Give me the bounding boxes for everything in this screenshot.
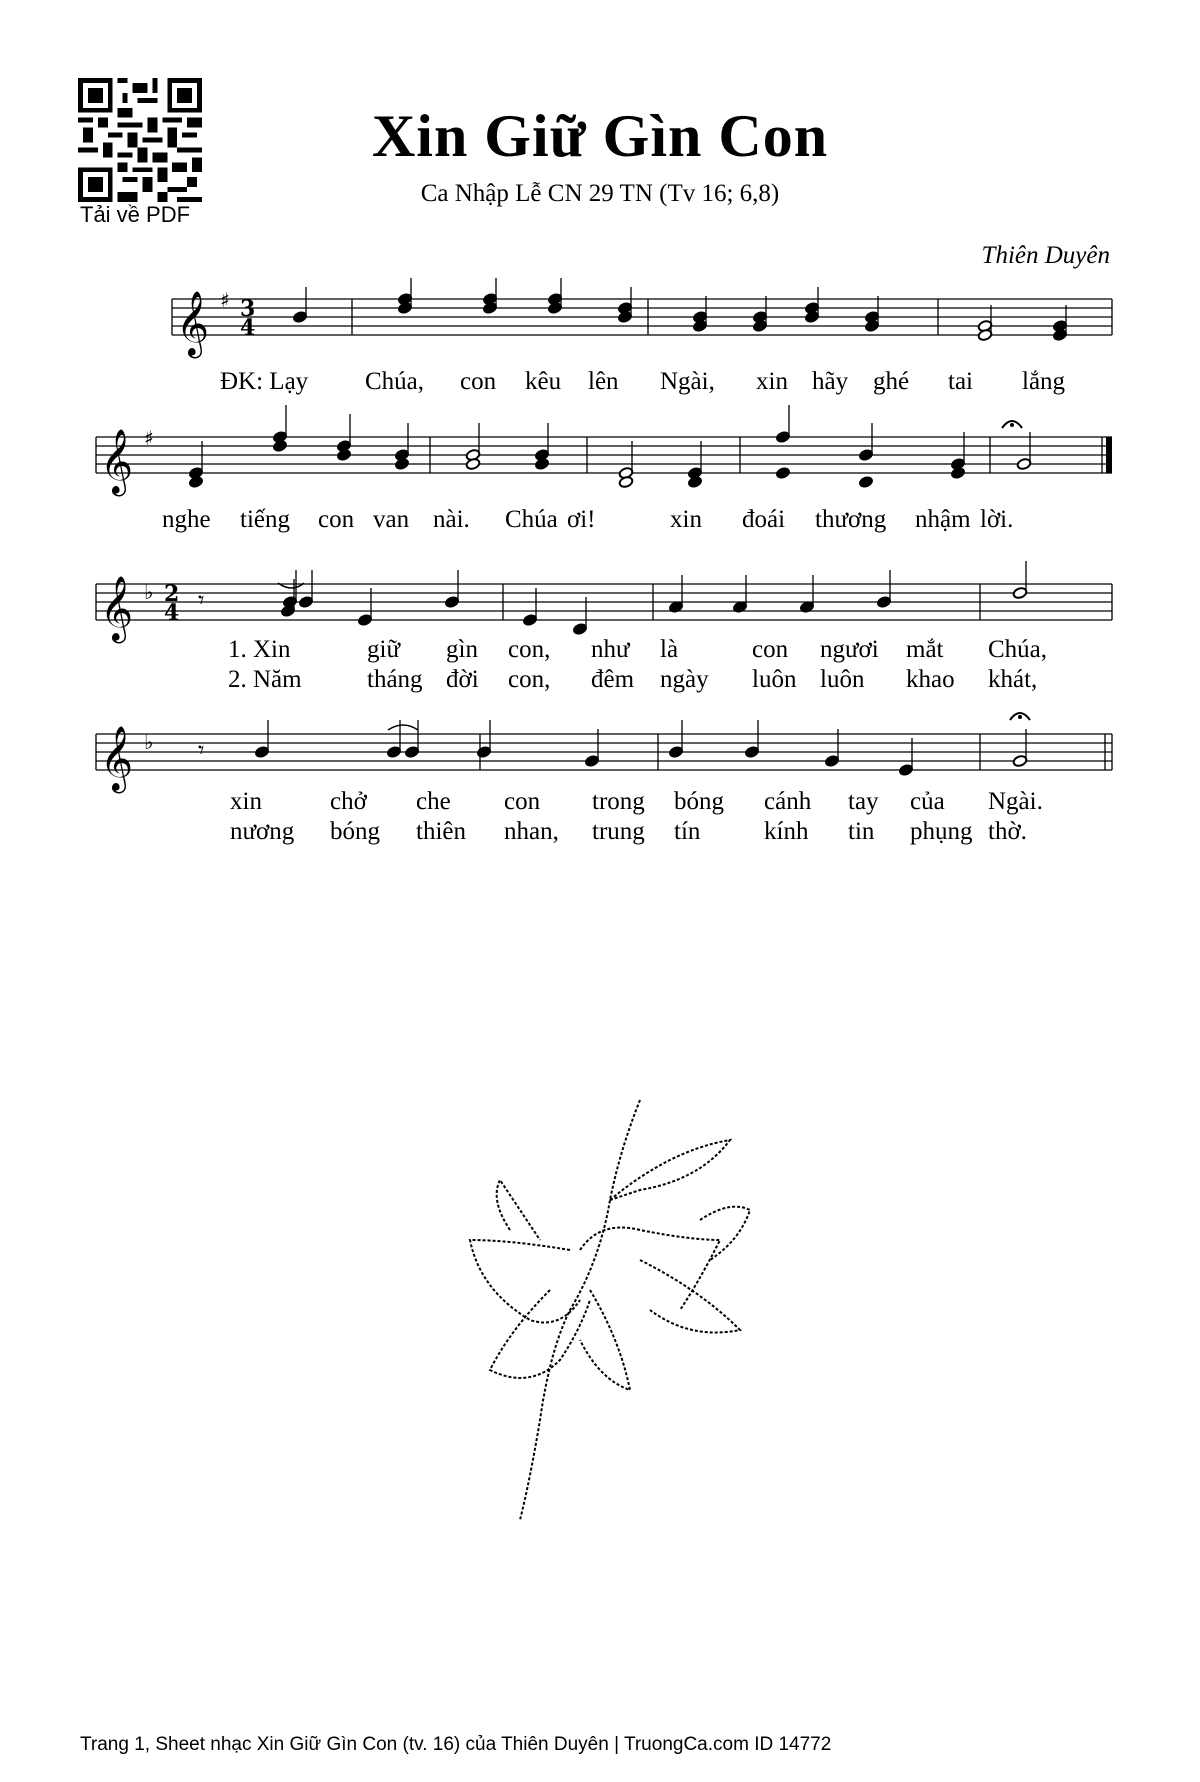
lyric-syllable: lời. <box>980 506 1014 533</box>
song-subtitle: Ca Nhập Lễ CN 29 TN (Tv 16; 6,8) <box>420 180 780 207</box>
lyric-syllable: con, <box>508 636 551 663</box>
lyric-syllable: giữ <box>367 636 400 663</box>
lyric-syllable: nhậm <box>915 506 971 533</box>
lyric-syllable: khát, <box>988 666 1038 693</box>
lyric-syllable: đoái <box>742 506 786 533</box>
composer-name: Thiên Duyên <box>981 242 1110 269</box>
lyric-syllable: xin <box>230 788 262 815</box>
lyric-syllable: tiếng <box>240 506 290 533</box>
lyric-syllable: khao <box>906 666 955 693</box>
lyric-syllable: thương <box>815 506 887 533</box>
lyric-syllable: xin <box>670 506 702 533</box>
lyric-syllable: tháng <box>367 666 423 693</box>
eighth-rest-icon: 𝄾 <box>198 586 205 614</box>
lyric-syllable: nài. <box>433 506 470 533</box>
lyric-syllable: nghe <box>162 506 211 533</box>
note-head <box>534 458 549 471</box>
lyric-syllable: kính <box>764 818 809 845</box>
lyric-syllable: bóng <box>330 818 380 845</box>
lyric-syllable: đời <box>446 666 479 693</box>
treble-clef-icon: 𝄞 <box>100 576 134 641</box>
lyric-syllable: bóng <box>674 788 724 815</box>
note-head <box>394 458 409 471</box>
flat-icon: ♭ <box>144 580 154 604</box>
lyric-syllable: ơi! <box>567 506 596 533</box>
lyric-syllable: kêu <box>525 368 562 395</box>
song-title: Xin Giữ Gìn Con <box>371 103 829 169</box>
note-head <box>858 476 873 489</box>
time-sig-bottom: 4 <box>240 315 256 341</box>
staff-system-3 <box>96 584 1112 620</box>
lyric-syllable: ngày <box>660 666 709 693</box>
lyric-syllable: luôn <box>820 666 865 693</box>
sharp-icon: ♯ <box>144 426 154 450</box>
lyric-syllable: thờ. <box>988 818 1027 845</box>
time-sig-top: 3 <box>240 296 256 322</box>
note-head <box>687 476 702 489</box>
staff-system-4 <box>96 734 1112 770</box>
lyric-syllable: mắt <box>906 636 944 663</box>
treble-clef-icon: 𝄞 <box>176 291 210 356</box>
lyric-syllable: tín <box>674 818 701 845</box>
lyric-syllable: Chúa, <box>988 636 1048 663</box>
lyric-syllable: đêm <box>591 666 635 693</box>
lyric-syllable: Ngài, <box>660 368 715 395</box>
note-head <box>950 467 965 480</box>
lyric-syllable: ĐK: Lạy <box>220 368 309 395</box>
lily-flower-drawing <box>450 1090 790 1520</box>
time-sig-bottom: 4 <box>164 600 180 626</box>
lyric-syllable: Chúa, <box>365 368 425 395</box>
lyric-syllable: ngươi <box>820 636 879 663</box>
lyric-syllable: của <box>910 788 945 815</box>
lyric-syllable: hãy <box>812 368 849 395</box>
treble-clef-icon: 𝄞 <box>100 429 134 494</box>
staff-system-1 <box>172 299 1112 335</box>
lyric-syllable: là <box>660 636 679 663</box>
lyric-syllable: ghé <box>873 368 910 395</box>
lyric-syllable: nương <box>230 818 295 845</box>
eighth-rest-icon: 𝄾 <box>198 736 205 764</box>
flat-icon: ♭ <box>144 730 154 754</box>
lyric-syllable: con, <box>508 666 551 693</box>
sharp-icon: ♯ <box>220 288 230 312</box>
lyric-syllable: tai <box>948 368 973 395</box>
lyric-syllable: con <box>460 368 497 395</box>
lyric-syllable: Ngài. <box>988 788 1043 815</box>
lyric-syllable: lắng <box>1022 368 1066 395</box>
lyric-syllable: 1. Xin <box>228 636 291 663</box>
lyric-syllable: van <box>373 506 410 533</box>
lyric-syllable: chở <box>330 788 367 815</box>
lyric-syllable: con <box>504 788 541 815</box>
lyric-syllable: che <box>416 788 451 815</box>
note-head <box>336 449 351 462</box>
lyric-syllable: trung <box>592 818 645 845</box>
treble-clef-icon: 𝄞 <box>100 726 134 791</box>
lyric-syllable: tin <box>848 818 875 845</box>
note-head <box>272 440 287 453</box>
note-head <box>188 476 203 489</box>
lyric-syllable: con <box>318 506 355 533</box>
lyric-syllable: Chúa <box>505 506 558 533</box>
lyric-syllable: như <box>591 636 630 663</box>
page-footer: Trang 1, Sheet nhạc Xin Giữ Gìn Con (tv. 16) của Thiên Duyên | TruongCa.com ID 14772 <box>80 1734 832 1755</box>
lyric-syllable: nhan, <box>504 818 559 845</box>
lyric-syllable: phụng <box>910 818 973 845</box>
slur <box>388 725 418 730</box>
lyric-syllable: xin <box>756 368 788 395</box>
lyric-syllable: 2. Năm <box>228 666 302 693</box>
lyric-syllable: gìn <box>446 636 478 663</box>
lyric-syllable: tay <box>848 788 879 815</box>
lyric-syllable: luôn <box>752 666 797 693</box>
note-head <box>775 467 790 480</box>
download-pdf-link[interactable]: Tải về PDF <box>80 202 191 227</box>
lyric-syllable: thiên <box>416 818 466 845</box>
lyric-syllable: cánh <box>764 788 812 815</box>
time-sig-top: 2 <box>164 581 180 607</box>
lyric-syllable: lên <box>588 368 619 395</box>
lyric-syllable: con <box>752 636 789 663</box>
lyric-syllable: trong <box>592 788 645 815</box>
